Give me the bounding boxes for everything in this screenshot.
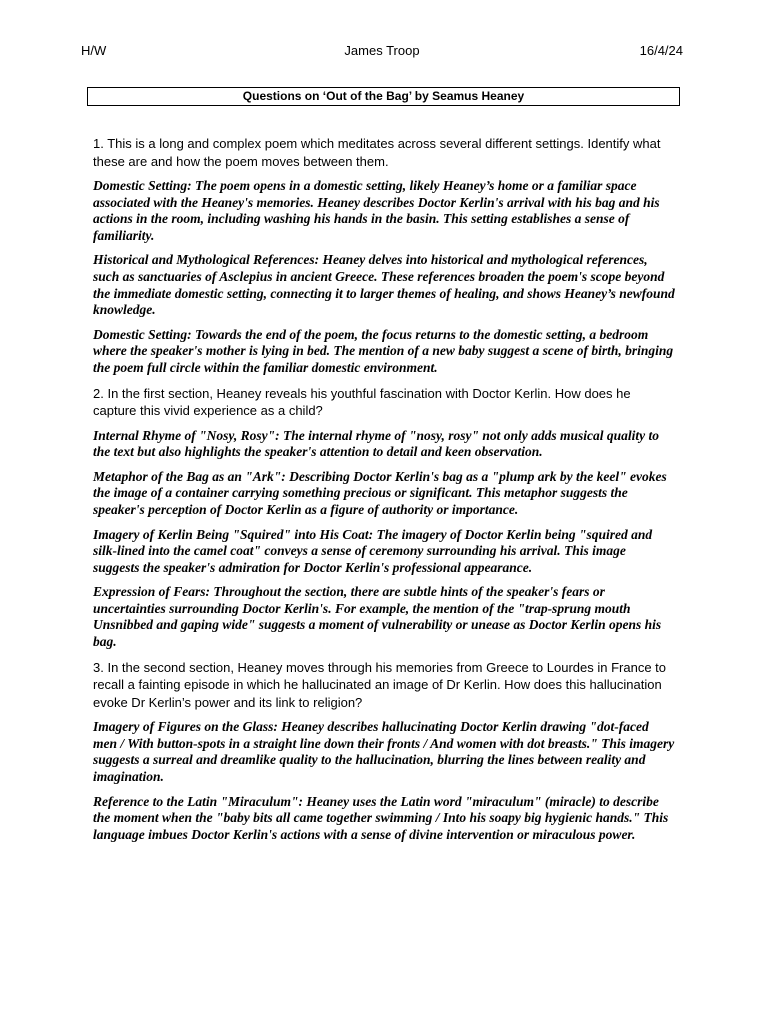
answer-2-squired-imagery: Imagery of Kerlin Being "Squired" into His Coat: The imagery of Doctor Kerlin being "squired and silk-lined into the camel coat" conveys a sense of ceremony surrounding his arrival. This image suggests the speaker's admiration for Doctor Kerlin's professional appearance. [93, 526, 653, 575]
header-hw: H/W [81, 43, 107, 58]
answer-2-ark-metaphor: Metaphor of the Bag as an "Ark": Describing Doctor Kerlin's bag as a "plump ark by the keel" evokes the image of a container carrying something precious or significant. This metaphor suggests the speaker's perception of Doctor Kerlin as a figure of authority or importance. [93, 468, 667, 517]
document-title: Questions on ‘Out of the Bag’ by Seamus Heaney [87, 87, 680, 106]
answer-2-internal-rhyme: Internal Rhyme of "Nosy, Rosy": The internal rhyme of "nosy, rosy" not only adds musical quality to the text but also highlights the speaker's attention to detail and keen observation. [93, 427, 660, 460]
header-author: James Troop [344, 43, 420, 58]
question-2: 2. In the first section, Heaney reveals his youthful fascination with Doctor Kerlin. How does he capture this vivid experience as a child? [93, 385, 631, 419]
document-body [93, 135, 675, 851]
question-1: 1. This is a long and complex poem which meditates across several different settings. Identify what these are and how the poem moves between them. [93, 136, 661, 169]
header-date: 16/4/24 [639, 43, 683, 58]
answer-2-expression-of-fears: Expression of Fears: Throughout the section, there are subtle hints of the speaker's fears or uncertainties surrounding Doctor Kerlin's. For example, the mention of the "trap-sprung mouth Unsnibbed and gaping wide" suggests a moment of vulnerability or unease as Doctor Kerlin opens his bag. [93, 584, 662, 650]
question-3: 3. In the second section, Heaney moves through his memories from Greece to Lourdes in France to recall a fainting episode in which he hallucinated an image of Dr Kerlin. How does this hallucination evoke Dr Kerlin’s power and its link to religion? [93, 659, 667, 710]
answer-1-domestic-return: Domestic Setting: Towards the end of the poem, the focus returns to the domestic setting, a bedroom where the speaker's mother is lying in bed. The mention of a new baby suggest a scene of birth, bringing the poem full circle within the familiar domestic environment. [93, 326, 674, 375]
answer-3-miraculum: Reference to the Latin "Miraculum": Heaney uses the Latin word "miraculum" (miracle) to describe the moment when the "baby bits all came together swimming / Into his soapy big hygienic hands." This language imbues Doctor Kerlin's actions with a sense of divine intervention or miraculous power. [93, 793, 669, 842]
answer-3-glass-figures: Imagery of Figures on the Glass: Heaney describes hallucinating Doctor Kerlin drawing "dot-faced men / With button-spots in a straight line down their fronts / And women with dot breasts." This imagery suggests a surreal and dreamlike quality to the hallucination, blurring the lines between reality and imagination. [93, 719, 675, 784]
answer-1-historical-references: Historical and Mythological References: Heaney delves into historical and mythological references, such as sanctuaries of Asclepius in ancient Greece. These references broaden the poem's scope beyond the immediate domestic setting, connecting it to larger themes of healing, and shows Heaney’s newfound knowledge. [93, 252, 675, 318]
page-header [81, 43, 683, 61]
answer-1-domestic-setting: Domestic Setting: The poem opens in a domestic setting, likely Heaney’s home or a familiar space associated with the Heaney's memories. Heaney describes Doctor Kerlin's arrival with his bag and his actions in the room, including washing his hands in the basin. This setting establishes a sense of familiarity. [93, 178, 660, 243]
